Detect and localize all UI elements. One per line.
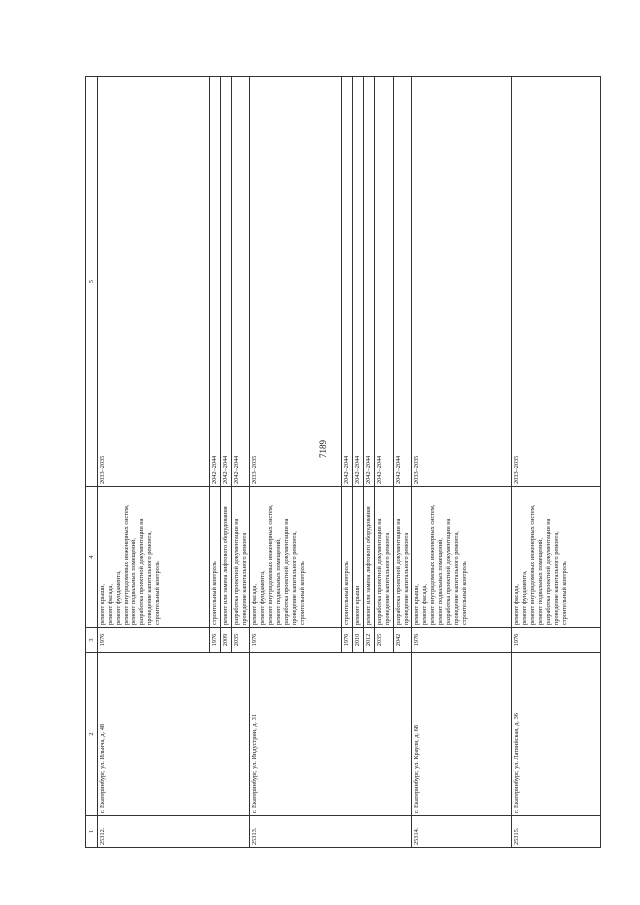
entry-number: 25314. (412, 816, 512, 848)
period-cell: 2042–2044 (353, 77, 364, 487)
year-cell: 1976 (342, 628, 353, 653)
header-cell: 4 (86, 487, 98, 628)
page-number: 7189 (318, 440, 328, 458)
period-cell: 2042–2044 (342, 77, 353, 487)
entry-number: 25312. (98, 816, 250, 848)
year-cell: 2035 (375, 628, 394, 653)
year-cell: 1976 (512, 628, 601, 653)
year-cell: 2012 (364, 628, 375, 653)
period-cell: 2042–2044 (375, 77, 394, 487)
period-cell: 2033–2035 (98, 77, 210, 487)
period-cell: 2042–2044 (220, 77, 231, 487)
table-container (85, 76, 601, 848)
entry-address: г. Екатеринбург, ул. Крауля, д. 68 (412, 653, 512, 816)
work-cell: ремонт или замена лифтового оборудования (220, 487, 231, 628)
work-cell: разработка проектной документации на проведение капитального ремонта (393, 487, 412, 628)
period-cell: 2033–2035 (412, 77, 512, 487)
work-cell: ремонт фасада, ремонт фундамента, ремонт внутридомовых инженерных систем, ремонт подвальных помещений, разработка проектной документации на проведение капитального ремонта, строительный контроль (512, 487, 601, 628)
period-cell: 2033–2035 (512, 77, 601, 487)
work-cell: разработка проектной документации на проведение капитального ремонта (375, 487, 394, 628)
entry-address: г. Екатеринбург, ул. Ильича, д. 48 (98, 653, 250, 816)
repair-schedule-table (85, 76, 601, 848)
header-cell: 5 (86, 77, 98, 487)
header-cell: 2 (86, 653, 98, 816)
period-cell: 2042–2044 (210, 77, 221, 487)
work-cell: ремонт или замена лифтового оборудования (364, 487, 375, 628)
table-row (412, 77, 512, 848)
year-cell: 2010 (353, 628, 364, 653)
table-row (512, 77, 601, 848)
period-cell: 2042–2044 (393, 77, 412, 487)
year-cell: 1976 (412, 628, 512, 653)
work-cell: ремонт фасада, ремонт фундамента, ремонт внутридомовых инженерных систем, ремонт подвальных помещений, разработка проектной документации на проведение капитального ремонта, строительный контроль (250, 487, 342, 628)
period-cell: 2042–2044 (364, 77, 375, 487)
year-cell: 2009 (220, 628, 231, 653)
header-cell: 1 (86, 816, 98, 848)
rotated-page (85, 76, 601, 848)
work-cell: разработка проектной документации на проведение капитального ремонта (231, 487, 250, 628)
year-cell: 2035 (231, 628, 250, 653)
table-row (250, 77, 342, 848)
work-cell: ремонт крыши (353, 487, 364, 628)
year-cell: 1976 (210, 628, 221, 653)
table-row (98, 77, 210, 848)
entry-number: 25313. (250, 816, 412, 848)
header-cell: 3 (86, 628, 98, 653)
header-row (86, 77, 98, 848)
period-cell: 2033–2035 (250, 77, 342, 487)
work-cell: ремонт крыши, ремонт фасада, ремонт внутридомовых инженерных систем, ремонт подвальных помещений, разработка проектной документации на проведение капитального ремонта, строительный контроль (412, 487, 512, 628)
work-cell: строительный контроль (342, 487, 353, 628)
year-cell: 1976 (250, 628, 342, 653)
entry-address: г. Екатеринбург, ул. Латвийская, д. 36 (512, 653, 601, 816)
entry-number: 25315. (512, 816, 601, 848)
period-cell: 2042–2044 (231, 77, 250, 487)
work-cell: строительный контроль (210, 487, 221, 628)
year-cell: 2042 (393, 628, 412, 653)
work-cell: ремонт крыши, ремонт фасада, ремонт фундамента, ремонт внутридомовых инженерных систем, ремонт подвальных помещений, разработка проектной документации на проведение капитального ремонта, строительный контроль (98, 487, 210, 628)
year-cell: 1976 (98, 628, 210, 653)
entry-address: г. Екатеринбург, ул. Индустрии, д. 31 (250, 653, 412, 816)
